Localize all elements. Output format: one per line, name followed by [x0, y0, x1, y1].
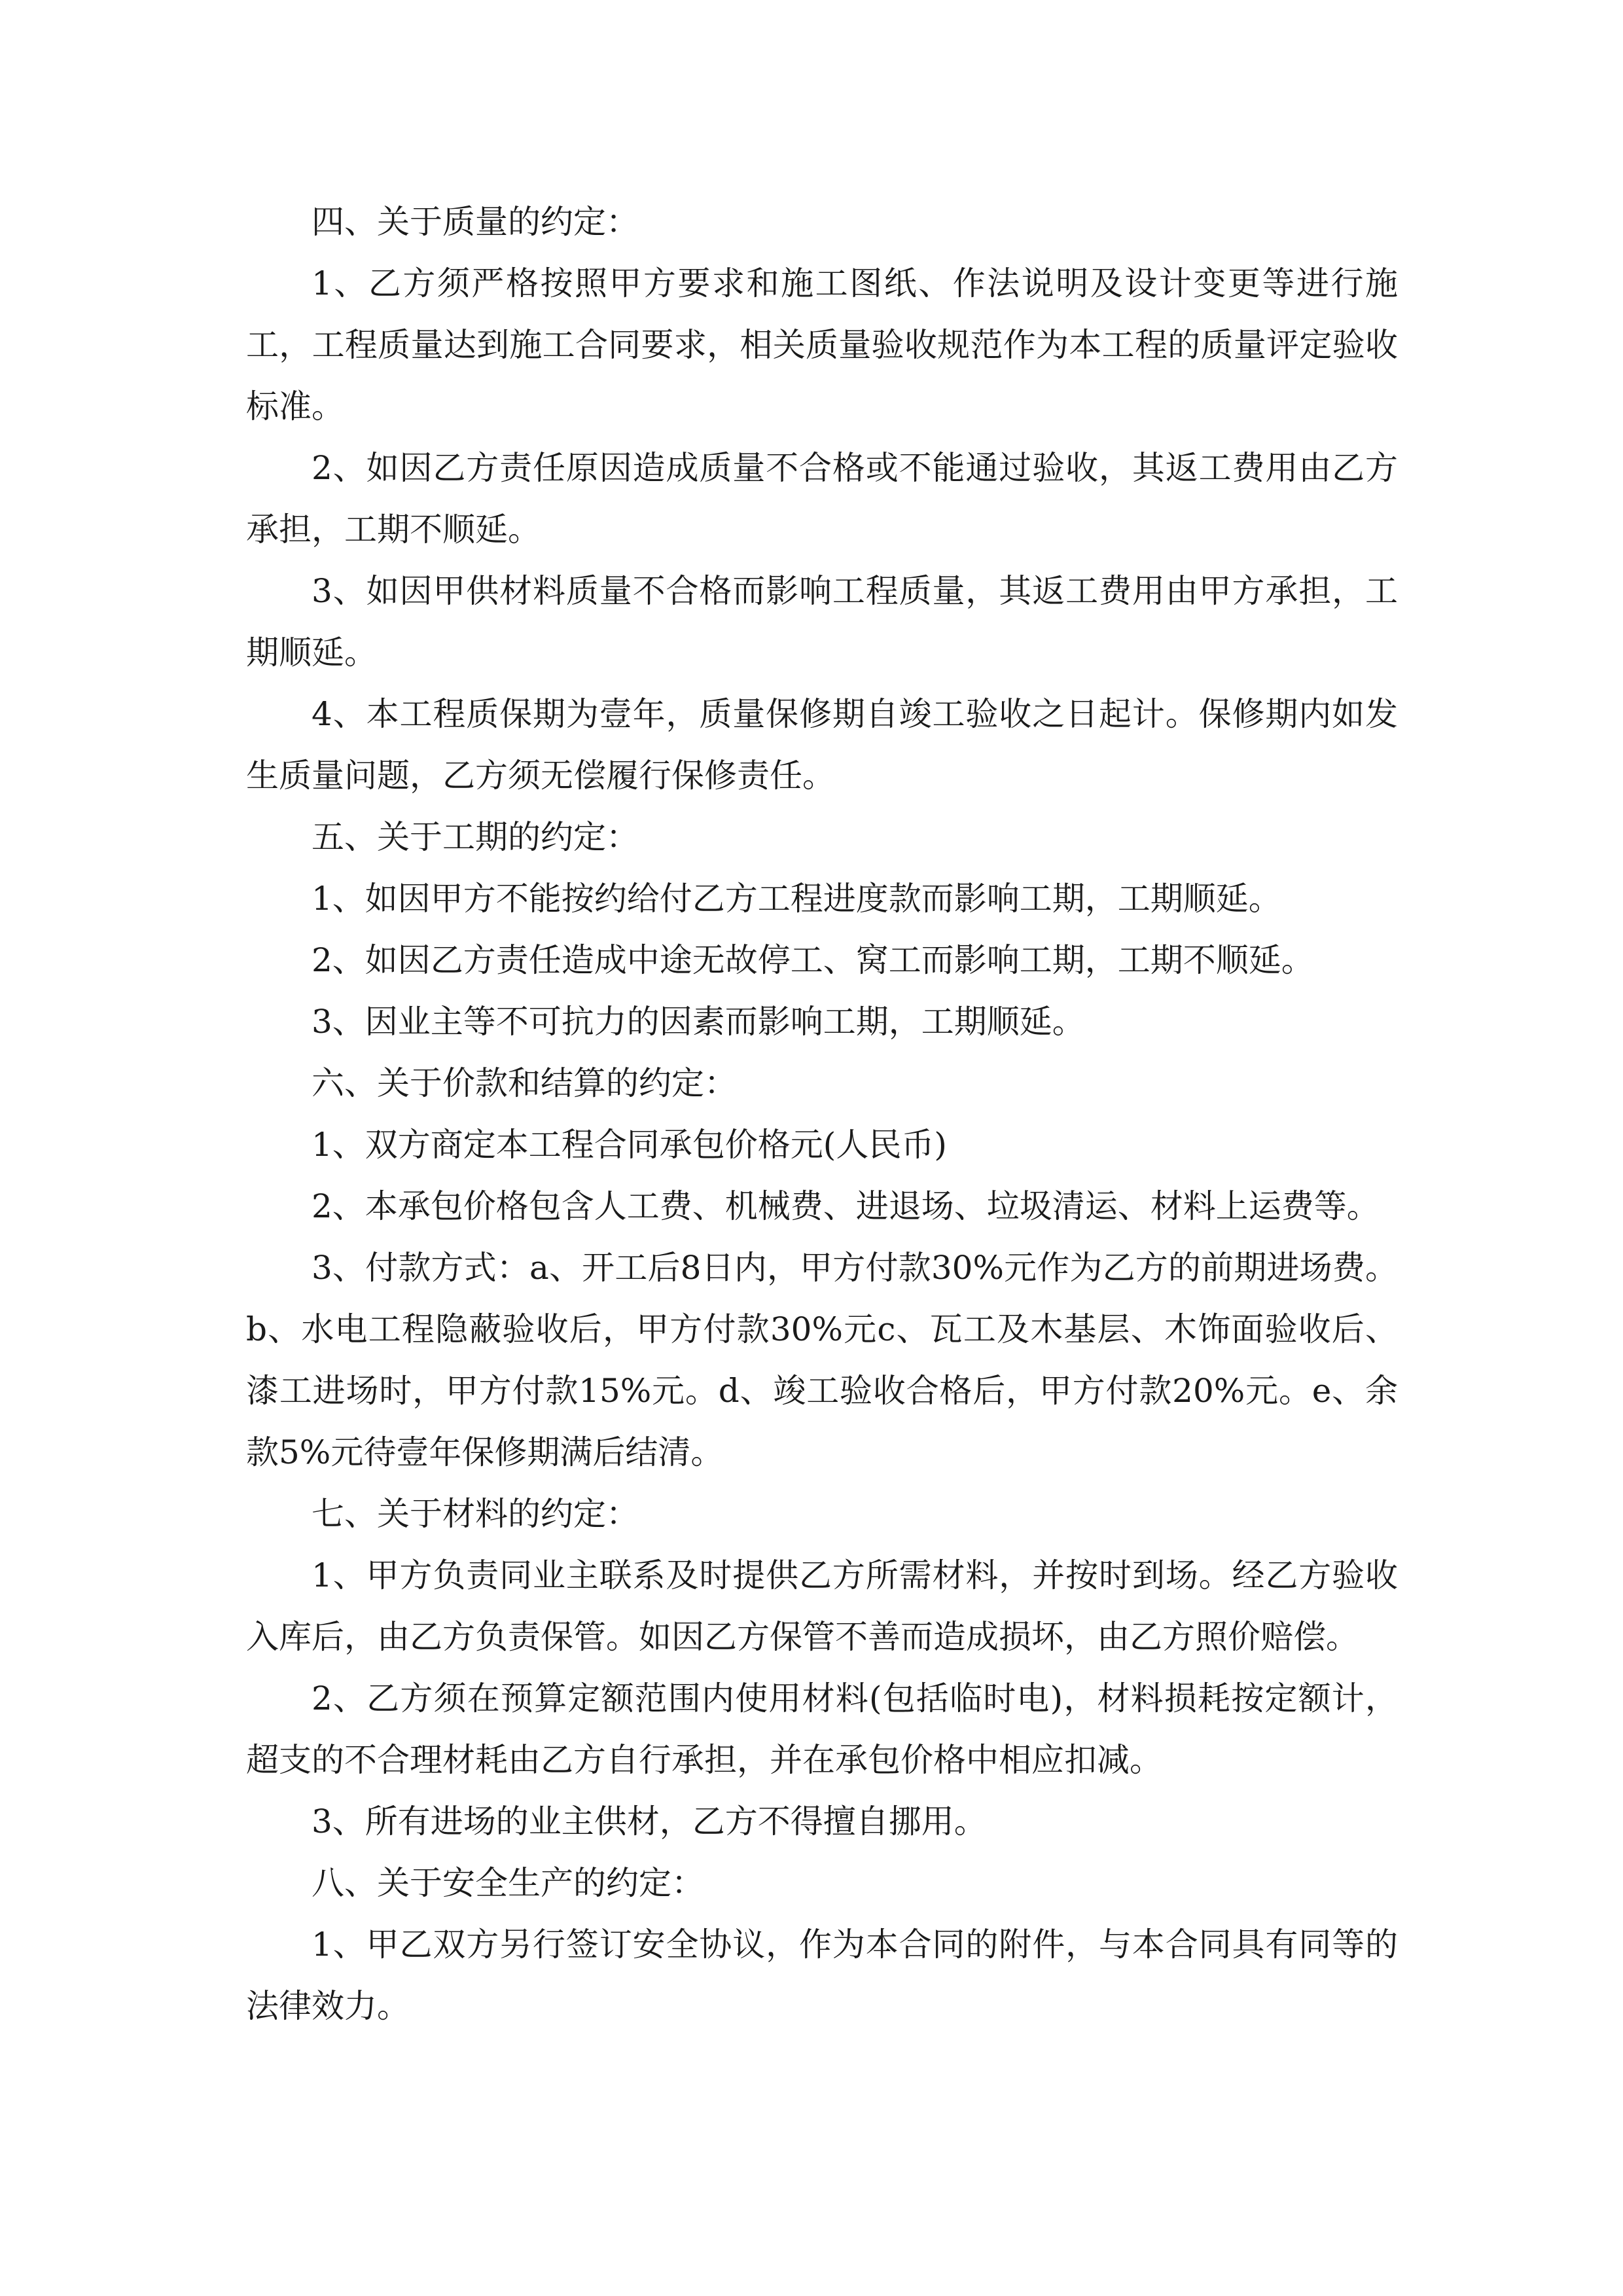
schedule-clause-3: 3、因业主等不可抗力的因素而影响工期，工期顺延。: [312, 1003, 1085, 1041]
section-heading-schedule: 五、关于工期的约定：: [312, 818, 639, 856]
materials-clause-2: 2、乙方须在预算定额范围内使用材料(包括临时电)，材料损耗按定额计，超支的不合理材耗由乙方自行承担，并在承包价格中相应扣减。: [246, 1679, 1398, 1779]
quality-clause-2: 2、如因乙方责任原因造成质量不合格或不能通过验收，其返工费用由乙方承担，工期不顺延。: [246, 449, 1398, 548]
payment-clause-3: 3、付款方式：a、开工后8日内，甲方付款30%元作为乙方的前期进场费。b、水电工程隐蔽验收后，甲方付款30%元c、瓦工及木基层、木饰面验收后、漆工进场时，甲方付款15%元。d、竣工验收合格后，甲方付款20%元。e、余款5%元待壹年保修期满后结清。: [246, 1249, 1398, 1471]
quality-clause-3: 3、如因甲供材料质量不合格而影响工程质量，其返工费用由甲方承担，工期顺延。: [246, 572, 1398, 672]
schedule-clause-1: 1、如因甲方不能按约给付乙方工程进度款而影响工期，工期顺延。: [312, 880, 1281, 918]
document-body: [246, 191, 1398, 2037]
safety-clause-1: 1、甲乙双方另行签订安全协议，作为本合同的附件，与本合同具有同等的法律效力。: [246, 1926, 1398, 2025]
section-heading-materials: 七、关于材料的约定：: [312, 1495, 639, 1533]
section-heading-safety: 八、关于安全生产的约定：: [312, 1864, 704, 1902]
section-heading-payment: 六、关于价款和结算的约定：: [312, 1064, 737, 1102]
quality-clause-4: 4、本工程质保期为壹年，质量保修期自竣工验收之日起计。保修期内如发生质量问题，乙方须无偿履行保修责任。: [246, 695, 1398, 795]
quality-clause-1: 1、乙方须严格按照甲方要求和施工图纸、作法说明及设计变更等进行施工，工程质量达到施工合同要求，相关质量验收规范作为本工程的质量评定验收标准。: [246, 264, 1398, 425]
materials-clause-3: 3、所有进场的业主供材，乙方不得擅自挪用。: [312, 1803, 987, 1840]
payment-clause-1: 1、双方商定本工程合同承包价格元(人民币): [312, 1126, 947, 1164]
payment-clause-2: 2、本承包价格包含人工费、机械费、进退场、垃圾清运、材料上运费等。: [312, 1187, 1380, 1225]
schedule-clause-2: 2、如因乙方责任造成中途无故停工、窝工而影响工期，工期不顺延。: [312, 941, 1314, 979]
materials-clause-1: 1、甲方负责同业主联系及时提供乙方所需材料，并按时到场。经乙方验收入库后，由乙方负责保管。如因乙方保管不善而造成损坏，由乙方照价赔偿。: [246, 1556, 1398, 1656]
section-heading-quality: 四、关于质量的约定：: [312, 203, 639, 241]
